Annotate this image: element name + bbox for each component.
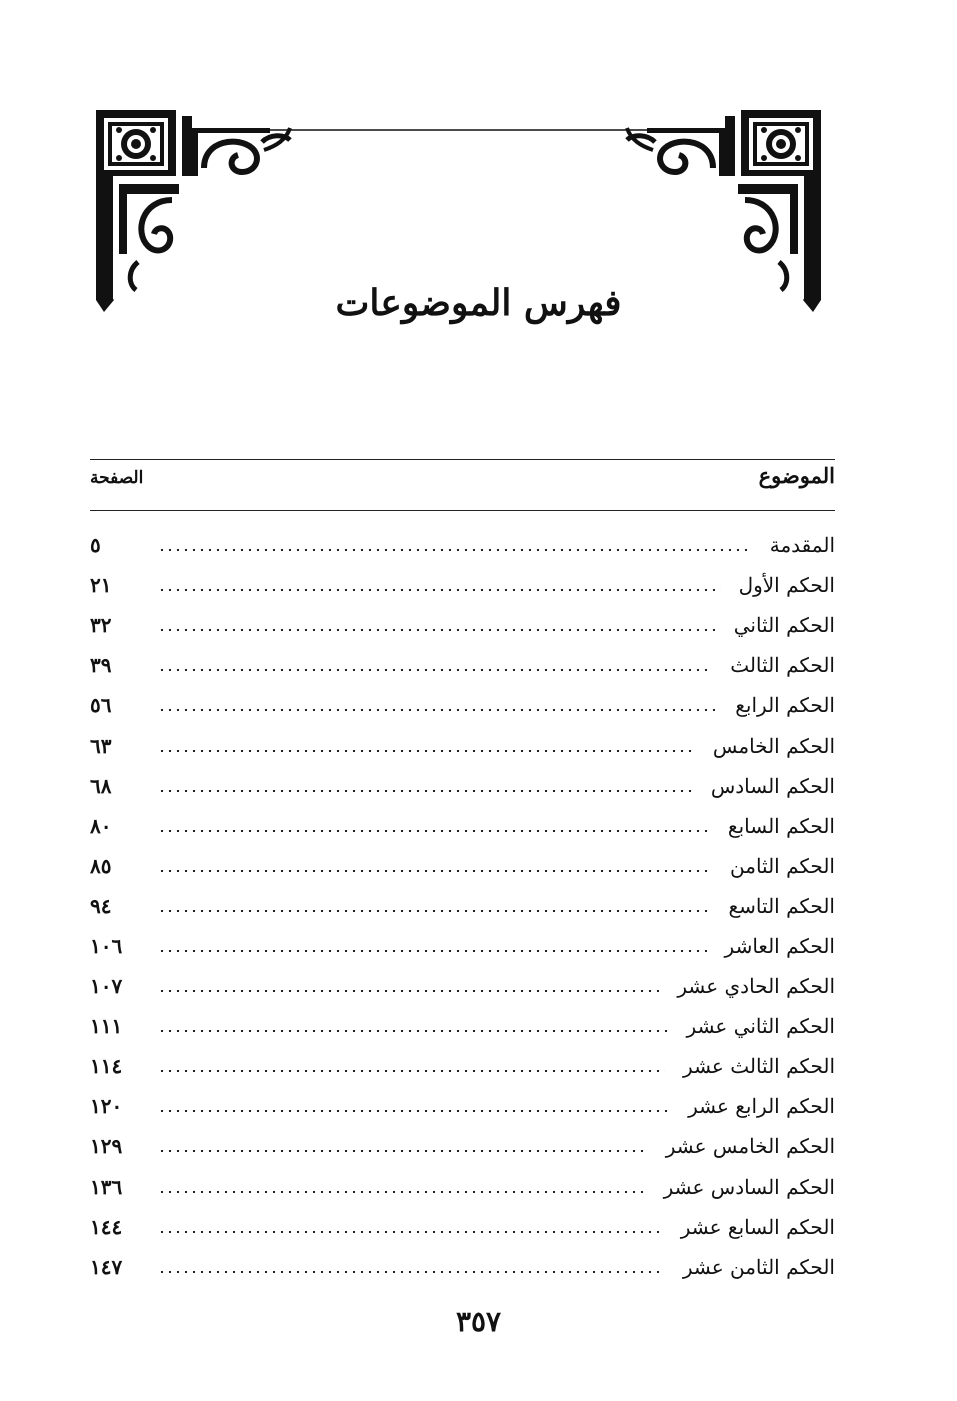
toc-entry-topic: الحكم الثالث عشر <box>675 1054 835 1078</box>
toc-entry-topic: الحكم الرابع عشر <box>680 1094 835 1118</box>
toc-entry-topic: الحكم السادس <box>703 774 835 798</box>
toc-entry[interactable] <box>90 725 835 765</box>
column-header-topic: الموضوع <box>758 463 835 488</box>
toc-entry-topic: الحكم السادس عشر <box>656 1175 835 1199</box>
toc-entry-page: ٣٢ <box>90 613 112 638</box>
dot-leader <box>158 1271 665 1273</box>
toc-entry[interactable] <box>90 806 835 846</box>
dot-leader <box>158 669 712 671</box>
dot-leader <box>158 790 693 792</box>
toc-entry[interactable] <box>90 565 835 605</box>
dot-leader <box>158 629 716 631</box>
toc-entry-topic: الحكم الثامن <box>722 854 835 878</box>
toc-entry[interactable] <box>90 926 835 966</box>
header-bottom-rule <box>90 510 835 511</box>
toc-entry-page: ١٢٠ <box>90 1094 123 1119</box>
toc-entry[interactable] <box>90 966 835 1006</box>
toc-entry-topic: المقدمة <box>762 533 835 557</box>
toc-list <box>90 525 835 1287</box>
page-number: ٣٥٧ <box>455 1305 502 1338</box>
toc-entry-topic: الحكم الثامن عشر <box>675 1255 835 1279</box>
dot-leader <box>158 1070 665 1072</box>
toc-entry[interactable] <box>90 645 835 685</box>
dot-leader <box>158 1231 663 1233</box>
toc-entry-topic: الحكم الثاني عشر <box>679 1014 835 1038</box>
toc-entry-page: ١٤٤ <box>90 1214 123 1239</box>
toc-entry[interactable] <box>90 1046 835 1086</box>
toc-entry[interactable] <box>90 685 835 725</box>
toc-entry-topic: الحكم الحادي عشر <box>669 974 835 998</box>
toc-entry-page: ٨٥ <box>90 853 112 878</box>
dot-leader <box>158 549 752 551</box>
dot-leader <box>158 990 659 992</box>
page-title: فهرس الموضوعات <box>335 282 622 324</box>
toc-entry-topic: الحكم السابع <box>720 814 835 838</box>
toc-entry[interactable] <box>90 1167 835 1207</box>
toc-entry[interactable] <box>90 846 835 886</box>
toc-entry[interactable] <box>90 1086 835 1126</box>
dot-leader <box>158 1150 648 1152</box>
dot-leader <box>158 950 707 952</box>
toc-entry[interactable] <box>90 1006 835 1046</box>
dot-leader <box>158 1110 670 1112</box>
toc-entry[interactable] <box>90 766 835 806</box>
toc-entry-page: ٣٩ <box>90 653 112 678</box>
toc-entry-topic: الحكم الخامس عشر <box>658 1134 835 1158</box>
dot-leader <box>158 1030 669 1032</box>
dot-leader <box>158 709 717 711</box>
toc-entry-page: ٥ <box>90 533 101 558</box>
dot-leader <box>158 910 711 912</box>
toc-entry-topic: الحكم الرابع <box>727 693 835 717</box>
dot-leader <box>158 1191 646 1193</box>
toc-entry-page: ٨٠ <box>90 813 112 838</box>
toc-entry-page: ٩٤ <box>90 893 112 918</box>
dot-leader <box>158 750 695 752</box>
dot-leader <box>158 870 712 872</box>
dot-leader <box>158 830 710 832</box>
toc-entry-topic: الحكم الخامس <box>705 734 835 758</box>
toc-entry-topic: الحكم الأول <box>731 573 835 597</box>
toc-entry-page: ١٣٦ <box>90 1174 123 1199</box>
toc-entry-page: ١٢٩ <box>90 1134 123 1159</box>
toc-entry-page: ٦٣ <box>90 733 112 758</box>
toc-entry-topic: الحكم الثالث <box>722 653 835 677</box>
toc-entry-topic: الحكم الثاني <box>726 613 835 637</box>
toc-entry-page: ١١١ <box>90 1014 123 1039</box>
toc-entry-topic: الحكم التاسع <box>721 894 835 918</box>
toc-entry-page: ١٠٧ <box>90 974 123 999</box>
ornamental-frame <box>0 0 957 330</box>
column-header-page: الصفحة <box>90 468 144 488</box>
toc-entry[interactable] <box>90 1247 835 1287</box>
toc-entry[interactable] <box>90 1126 835 1166</box>
toc-entry-page: ١١٤ <box>90 1054 123 1079</box>
toc-entry-page: ٥٦ <box>90 693 112 718</box>
header-top-rule <box>90 459 835 460</box>
toc-entry-page: ٦٨ <box>90 773 112 798</box>
toc-entry-topic: الحكم السابع عشر <box>673 1215 835 1239</box>
toc-entry[interactable] <box>90 605 835 645</box>
toc-entry-page: ٢١ <box>90 573 112 598</box>
dot-leader <box>158 589 721 591</box>
toc-entry-topic: الحكم العاشر <box>717 934 835 958</box>
toc-entry[interactable] <box>90 886 835 926</box>
toc-entry[interactable] <box>90 525 835 565</box>
toc-entry[interactable] <box>90 1207 835 1247</box>
toc-entry-page: ١٤٧ <box>90 1254 123 1279</box>
toc-entry-page: ١٠٦ <box>90 933 123 958</box>
